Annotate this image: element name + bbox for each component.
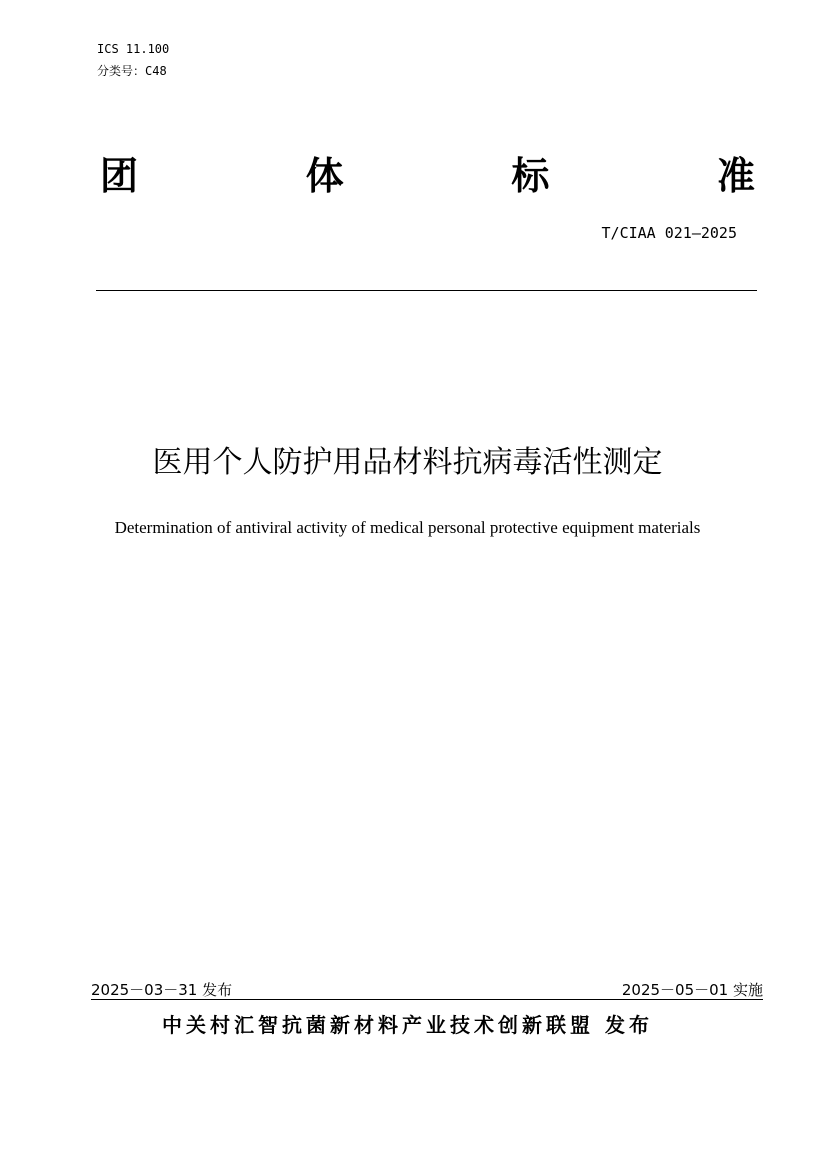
document-title-cn: 医用个人防护用品材料抗病毒活性测定 bbox=[152, 445, 663, 480]
issue-date: 2025－03－31 发布 bbox=[91, 981, 233, 999]
standard-type-char: 体 bbox=[305, 154, 344, 198]
classification-number: 分类号：C48 bbox=[97, 64, 167, 78]
standard-type-char: 准 bbox=[716, 154, 755, 198]
footer-divider bbox=[91, 999, 763, 1000]
implementation-date: 2025－05－01 实施 bbox=[621, 981, 763, 999]
standard-type-char: 标 bbox=[511, 154, 550, 198]
ics-code: ICS 11.100 bbox=[97, 42, 170, 56]
standard-number: T/CIAA 021—2025 bbox=[601, 224, 737, 242]
issuing-organization: 中关村汇智抗菌新材料产业技术创新联盟 发布 bbox=[162, 1013, 653, 1037]
standard-type-char: 团 bbox=[100, 154, 139, 198]
standard-type-heading bbox=[100, 152, 755, 200]
header-divider bbox=[96, 290, 757, 291]
document-title-en: Determination of antiviral activity of medical personal protective equipment materials bbox=[114, 518, 701, 537]
